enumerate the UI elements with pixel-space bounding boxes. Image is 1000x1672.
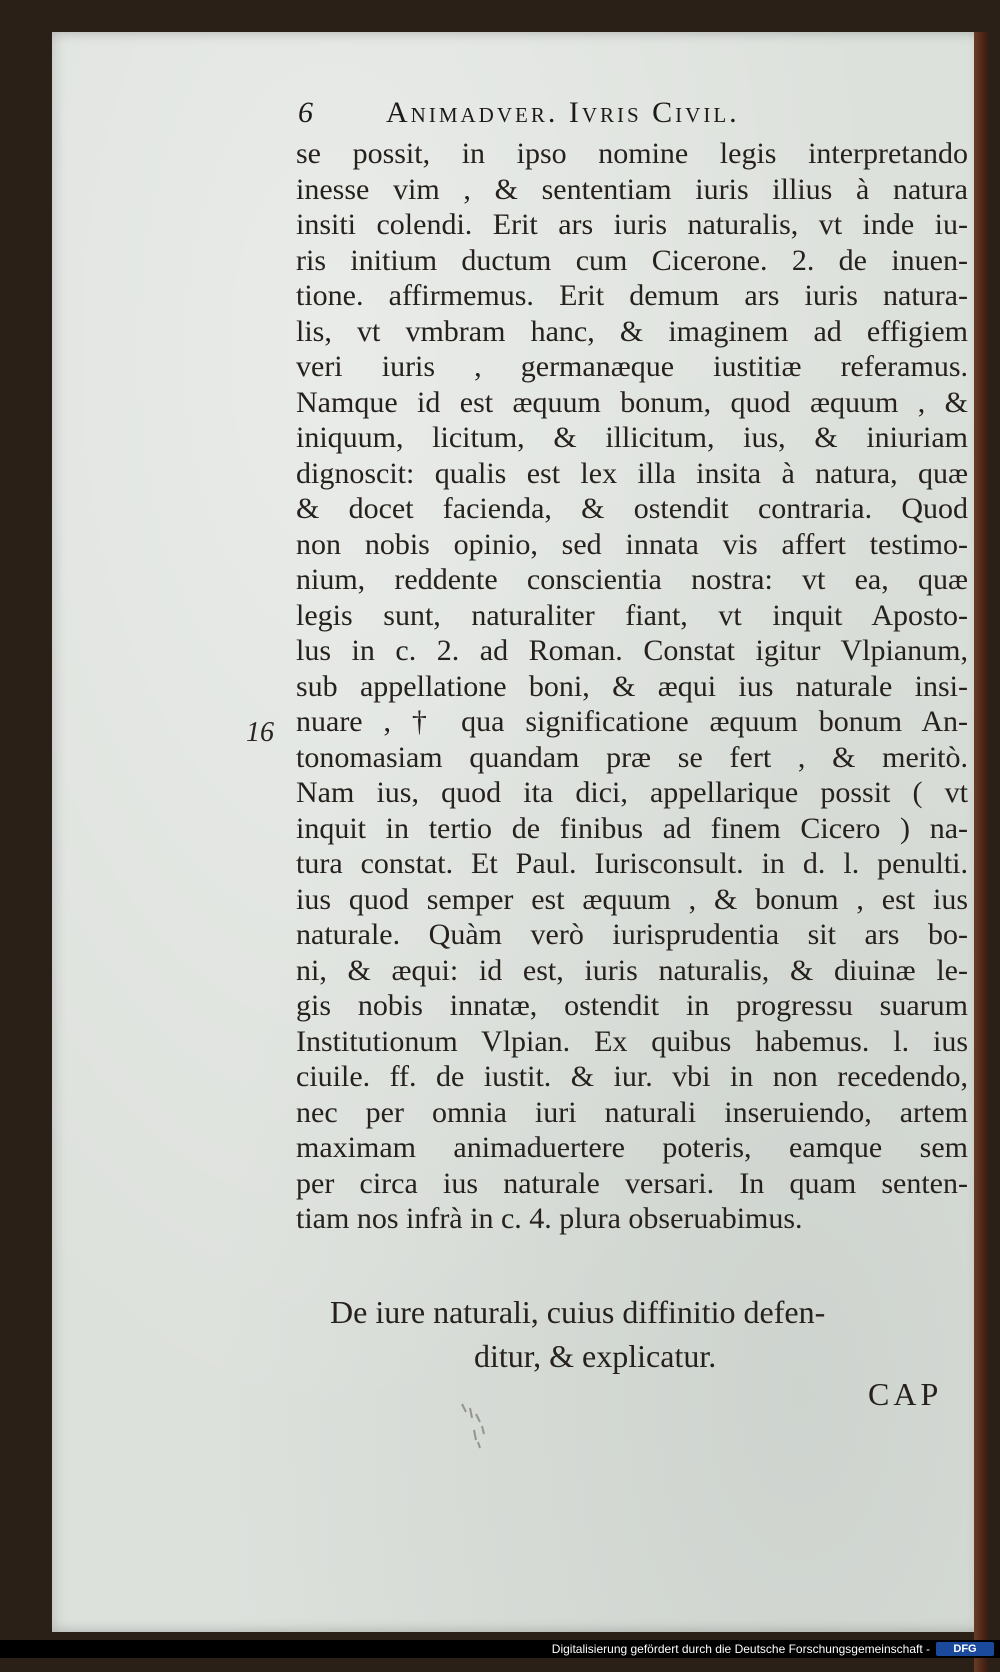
text-line: gis nobis innatæ, ostendit in progressu suarum [296, 989, 968, 1022]
catchword: CAP [868, 1376, 943, 1412]
section-heading [330, 1290, 930, 1378]
text-line: insiti colendi. Erit ars iuris naturalis, vt inde iu- [296, 208, 968, 241]
text-line: iniquum, licitum, & illicitum, ius, & iniuriam [296, 421, 968, 454]
margin-note: 16 [246, 717, 274, 748]
footer-credit: Digitalisierung gefördert durch die Deutsche Forschungsgemeinschaft - [551, 1642, 930, 1656]
text-line: & docet facienda, & ostendit contraria. Quod [296, 492, 968, 525]
text-line: legis sunt, naturaliter fiant, vt inquit Aposto- [296, 598, 968, 632]
text-line: se possit, in ipso nomine legis interpretando [296, 137, 968, 170]
page-number: 6 [298, 96, 316, 129]
text-line: lis, vt vmbram hanc, & imaginem ad effigiem [296, 314, 968, 348]
running-title: Animadver. Ivris Civil. [386, 96, 740, 129]
text-line: tione. affirmemus. Erit demum ars iuris natura- [296, 279, 968, 312]
text-line: Institutionum Vlpian. Ex quibus habemus. l. ius [296, 1024, 968, 1058]
text-line: tonomasiam quandam præ se fert , & meritò. [296, 740, 968, 774]
text-line: nium, reddente conscientia nostra: vt ea, quæ [296, 563, 968, 596]
heading-line: ditur, & explicatur. [474, 1338, 717, 1374]
text-line: ius quod semper est æquum , & bonum , est ius [296, 882, 968, 916]
body-text [296, 136, 968, 1237]
text-line: nuare , † qua significatione æquum bonum An- [296, 705, 968, 738]
text-line: inquit in tertio de finibus ad finem Cicero ) na- [296, 811, 968, 845]
running-head [298, 96, 898, 136]
text-line: ris initium ductum cum Cicerone. 2. de inuen- [296, 243, 968, 277]
text-line: Namque id est æquum bonum, quod æquum , & [296, 385, 968, 419]
text-line: lus in c. 2. ad Roman. Constat igitur Vlpianum, [296, 634, 968, 667]
book-binding-edge [974, 32, 988, 1672]
text-line: naturale. Quàm verò iurisprudentia sit ars bo- [296, 918, 968, 951]
heading-line: De iure naturali, cuius diffinitio defen- [330, 1294, 826, 1330]
text-line: tura constat. Et Paul. Iurisconsult. in d. l. penulti. [296, 847, 968, 880]
text-line: veri iuris , germanæque iustitiæ referamus. [296, 350, 968, 383]
ink-smudge [456, 1400, 496, 1450]
text-line: dignoscit: qualis est lex illa insita à natura, quæ [296, 456, 968, 490]
text-line: ciuile. ff. de iustit. & iur. vbi in non recedendo, [296, 1060, 968, 1093]
text-line: per circa ius naturale versari. In quam senten- [296, 1166, 968, 1200]
text-line: sub appellatione boni, & æqui ius naturale insi- [296, 669, 968, 703]
text-line: inesse vim , & sententiam iuris illius à natura [296, 172, 968, 206]
text-line: Nam ius, quod ita dici, appellarique possit ( vt [296, 776, 968, 809]
dfg-logo: DFG [936, 1642, 994, 1656]
text-line: tiam nos infrà in c. 4. plura obseruabimus. [296, 1202, 803, 1235]
text-line: nec per omnia iuri naturali inseruiendo, artem [296, 1095, 968, 1129]
text-line: ni, & æqui: id est, iuris naturalis, & diuinæ le- [296, 953, 968, 987]
text-line: maximam animaduertere poteris, eamque sem [296, 1131, 968, 1164]
text-line: non nobis opinio, sed innata vis affert testimo- [296, 527, 968, 561]
